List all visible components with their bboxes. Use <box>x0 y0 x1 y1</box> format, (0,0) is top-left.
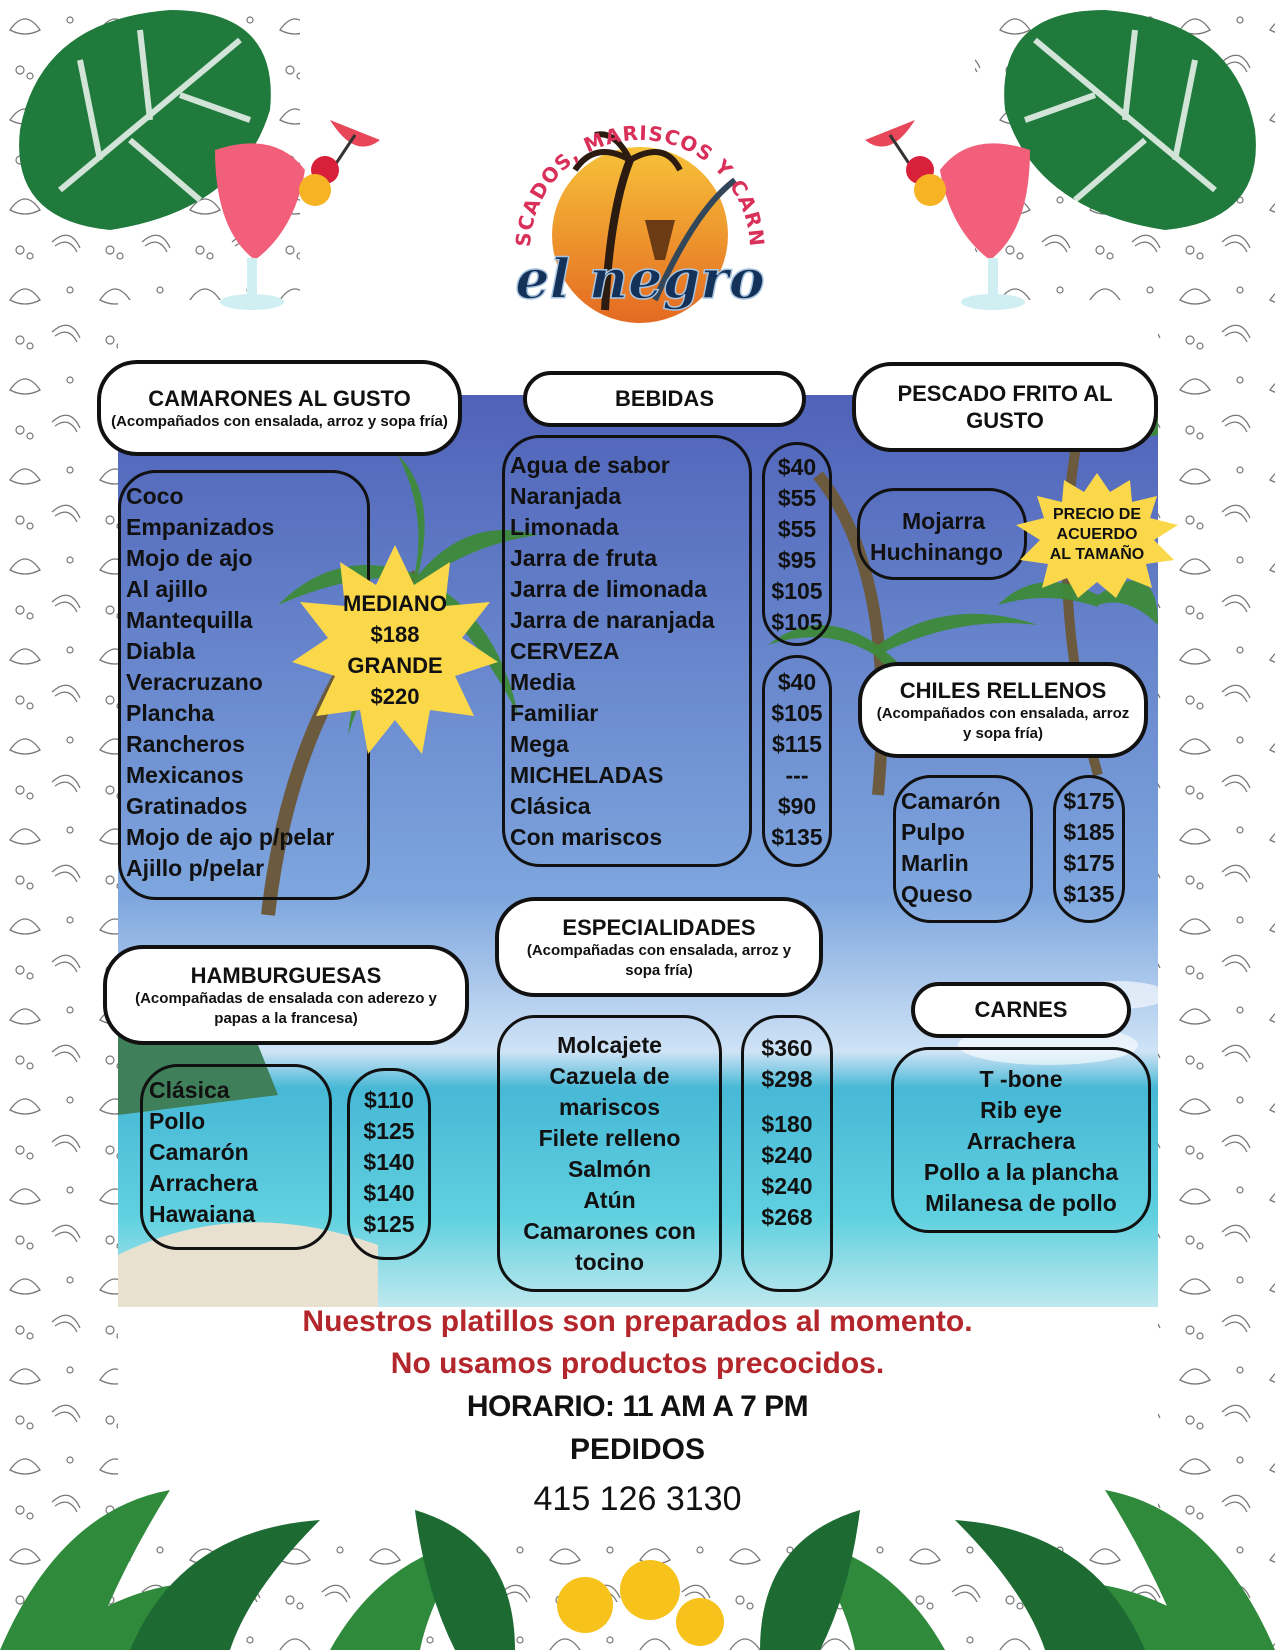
list-item: Mexicanos <box>126 762 244 788</box>
price: --- <box>785 762 809 788</box>
price: $185 <box>1063 819 1115 845</box>
price: $240 <box>761 1173 813 1199</box>
list-item: Molcajete <box>557 1032 662 1058</box>
list-item: Veracruzano <box>126 669 263 695</box>
tropical-leaves-bottom-icon <box>0 1390 1275 1650</box>
bebidas-header <box>523 371 806 427</box>
badge-line: $220 <box>370 684 420 709</box>
pescado-price-badge <box>1012 470 1182 600</box>
list-item: Coco <box>126 483 184 509</box>
badge-line: MEDIANO <box>343 591 447 616</box>
price <box>744 1095 830 1109</box>
list-item: Ajillo p/pelar <box>126 855 265 881</box>
list-item: tocino <box>575 1249 644 1275</box>
price: $240 <box>761 1142 813 1168</box>
bebidas-title: BEBIDAS <box>614 386 714 412</box>
list-item: Mojo de ajo <box>126 545 253 571</box>
list-item: Rib eye <box>980 1097 1062 1123</box>
price: $135 <box>1063 881 1115 907</box>
list-item: Salmón <box>567 1156 652 1182</box>
badge-line: AL TAMAÑO <box>1049 546 1145 563</box>
price: $175 <box>1063 788 1115 814</box>
list-item: Jarra de naranjada <box>510 607 715 633</box>
price: $55 <box>777 516 817 542</box>
pescado-title: PESCADO FRITO AL GUSTO <box>897 380 1113 433</box>
price: $115 <box>772 731 822 757</box>
list-item: Mega <box>510 731 569 757</box>
hamburguesas-header <box>103 945 469 1045</box>
price: $95 <box>777 547 817 573</box>
list-item: Naranjada <box>510 483 622 509</box>
badge-line: $188 <box>370 622 420 647</box>
footer-hours: HORARIO: 11 AM A 7 PM <box>466 1390 809 1423</box>
camarones-subtitle: (Acompañados con ensalada, arroz y sopa fría) <box>111 413 448 430</box>
list-item: Camarón <box>149 1139 249 1165</box>
price: $140 <box>363 1180 415 1206</box>
list-item: mariscos <box>558 1094 660 1120</box>
logo-brand-text: el negro <box>515 247 765 311</box>
bebidas-list <box>502 435 752 867</box>
list-item: Jarra de limonada <box>510 576 707 602</box>
carnes-title: CARNES <box>974 997 1068 1023</box>
badge-line: PRECIO DE <box>1052 506 1141 523</box>
footer-note-2: No usamos productos precocidos. <box>390 1347 885 1380</box>
list-item: Atún <box>583 1187 636 1213</box>
list-item: MICHELADAS <box>510 762 664 788</box>
especialidades-prices <box>741 1015 833 1292</box>
restaurant-logo <box>505 60 775 360</box>
pescado-header <box>852 362 1158 452</box>
list-item: Agua de sabor <box>510 452 670 478</box>
list-item: Filete relleno <box>538 1125 681 1151</box>
badge-line: GRANDE <box>347 653 443 678</box>
price: $180 <box>761 1111 813 1137</box>
price: $105 <box>771 578 823 604</box>
especialidades-list <box>497 1015 722 1292</box>
price: $135 <box>771 824 823 850</box>
especialidades-subtitle: (Acompañadas con ensalada, arroz y sopa fría) <box>526 942 792 979</box>
list-item: Milanesa de pollo <box>925 1190 1117 1216</box>
footer-phone[interactable]: 415 126 3130 <box>533 1480 742 1518</box>
list-item: Diabla <box>126 638 196 664</box>
list-item: Pollo a la plancha <box>923 1159 1119 1185</box>
price: $140 <box>363 1149 415 1175</box>
hamburguesas-subtitle: (Acompañadas de ensalada con aderezo y papas a la francesa) <box>135 990 437 1027</box>
pescado-list <box>857 488 1027 580</box>
list-item: Mantequilla <box>126 607 253 633</box>
carnes-header <box>911 982 1131 1038</box>
price: $298 <box>761 1066 813 1092</box>
chiles-header <box>858 662 1148 758</box>
especialidades-header <box>495 897 823 997</box>
list-item: Empanizados <box>126 514 275 540</box>
bebidas-prices-top <box>762 442 832 646</box>
list-item: Con mariscos <box>510 824 663 850</box>
price: $105 <box>771 700 823 726</box>
cocktail-glass-left-icon <box>185 110 385 320</box>
list-item: Pollo <box>149 1108 206 1134</box>
footer-note-1: Nuestros platillos son preparados al momento. <box>302 1305 973 1338</box>
price: $90 <box>777 793 817 819</box>
chiles-title: CHILES RELLENOS <box>899 677 1107 703</box>
price: $125 <box>363 1118 415 1144</box>
price: $175 <box>1063 850 1115 876</box>
list-item: Rancheros <box>126 731 245 757</box>
camarones-title: CAMARONES AL GUSTO <box>148 385 411 411</box>
hamburguesas-prices <box>347 1068 431 1260</box>
list-item: Mojarra <box>902 508 986 534</box>
price: $40 <box>777 669 817 695</box>
list-item: Familiar <box>510 700 599 726</box>
carnes-list <box>891 1047 1151 1233</box>
list-item: Limonada <box>510 514 619 540</box>
list-item: Huchinango <box>870 539 1003 565</box>
list-item: Camarones con <box>523 1218 696 1244</box>
bebidas-prices-bottom <box>762 655 832 867</box>
list-item: Cazuela de <box>549 1063 670 1089</box>
chiles-prices <box>1053 775 1125 923</box>
list-item: Al ajillo <box>126 576 208 602</box>
list-item: Camarón <box>901 788 1001 814</box>
list-item: T -bone <box>979 1066 1063 1092</box>
list-item: Marlin <box>901 850 969 876</box>
price: $268 <box>761 1204 813 1230</box>
chiles-subtitle: (Acompañados con ensalada, arroz y sopa fría) <box>876 705 1130 742</box>
price: $360 <box>761 1035 813 1061</box>
price: $110 <box>364 1087 414 1113</box>
list-item: CERVEZA <box>510 638 620 664</box>
list-item: Gratinados <box>126 793 248 819</box>
list-item: Clásica <box>510 793 591 819</box>
price: $55 <box>777 485 817 511</box>
list-item: Media <box>510 669 576 695</box>
list-item: Arrachera <box>966 1128 1076 1154</box>
hamburguesas-list <box>140 1064 332 1250</box>
list-item: Jarra de fruta <box>510 545 658 571</box>
cocktail-glass-right-icon <box>860 110 1060 320</box>
list-item: Pulpo <box>901 819 965 845</box>
list-item: Hawaiana <box>149 1201 256 1227</box>
chiles-list <box>893 775 1033 923</box>
especialidades-title: ESPECIALIDADES <box>562 914 756 940</box>
logo-arc-text: SCADOS, MARISCOS Y CARN <box>510 120 770 249</box>
camarones-price-badge <box>290 540 500 760</box>
footer-orders-label: PEDIDOS <box>569 1433 706 1466</box>
price: $105 <box>771 609 823 635</box>
list-item: Mojo de ajo p/pelar <box>126 824 335 850</box>
badge-line: ACUERDO <box>1056 526 1138 543</box>
list-item: Clásica <box>149 1077 230 1103</box>
price: $125 <box>363 1211 415 1237</box>
list-item: Plancha <box>126 700 215 726</box>
hamburguesas-title: HAMBURGUESAS <box>190 962 382 988</box>
camarones-header <box>97 360 462 456</box>
list-item: Arrachera <box>149 1170 258 1196</box>
list-item: Queso <box>901 881 973 907</box>
price: $40 <box>777 454 817 480</box>
